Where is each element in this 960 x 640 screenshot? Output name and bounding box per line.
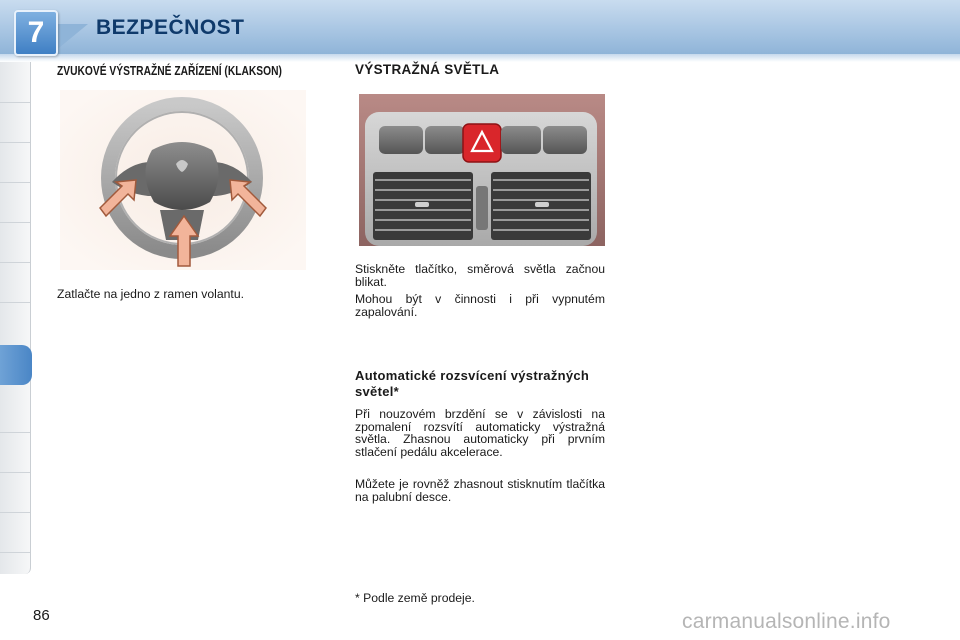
console-button-4 <box>543 126 587 154</box>
footnote: * Podle země prodeje. <box>355 591 475 605</box>
chapter-tab-1[interactable] <box>0 62 30 103</box>
hazard-paragraph-1: Stiskněte tlačítko, směrová světla začnou blikat. <box>355 262 605 289</box>
chapter-number-badge: 7 <box>14 10 58 56</box>
chapter-tab-6[interactable] <box>0 262 30 303</box>
airbag-hub <box>145 142 218 210</box>
auto-hazard-paragraph-1: Při nouzovém brzdění se v závislosti na zpomalení rozsvítí automaticky výstražná světla. Zhasnou automaticky při prvním stlačení pedálu akcelerace. <box>355 407 605 459</box>
header-fade <box>0 54 960 62</box>
hazard-paragraph-2: Mohou být v činnosti i při vypnutém zapalování. <box>355 292 605 319</box>
chapter-tab-10[interactable] <box>0 472 30 513</box>
chapter-title: BEZPEČNOST <box>96 16 245 39</box>
hazard-section-heading: VÝSTRAŽNÁ SVĚTLA <box>355 62 500 77</box>
chapter-tab-11[interactable] <box>0 512 30 553</box>
steering-wheel-image <box>60 90 306 270</box>
auto-hazard-subheading: Automatické rozsvícení výstražných světel* <box>355 368 590 399</box>
console-button-1 <box>379 126 423 154</box>
chapter-tab-4[interactable] <box>0 182 30 223</box>
horn-section-heading: ZVUKOVÉ VÝSTRAŽNÉ ZAŘÍZENÍ (KLAKSON) <box>57 64 282 78</box>
horn-caption: Zatlačte na jedno z ramen volantu. <box>57 287 244 301</box>
vent-tab-left <box>415 202 429 207</box>
hazard-panel-image <box>359 94 605 246</box>
console-button-3 <box>501 126 541 154</box>
chapter-tab-3[interactable] <box>0 142 30 183</box>
console-button-2 <box>425 126 465 154</box>
chapter-tab-5[interactable] <box>0 222 30 263</box>
chapter-tab-9[interactable] <box>0 432 30 473</box>
chapter-wedge <box>54 24 88 52</box>
chapter-tab-8[interactable] <box>0 392 30 433</box>
auto-hazard-paragraph-2: Můžete je rovněž zhasnout stisknutím tlačítka na palubní desce. <box>355 477 605 504</box>
vent-center-knob <box>476 186 488 230</box>
chapter-tab-7-active[interactable] <box>0 345 32 385</box>
chapter-tab-strip <box>0 62 31 574</box>
page-number: 86 <box>33 607 50 624</box>
vent-tab-right <box>535 202 549 207</box>
chapter-tab-2[interactable] <box>0 102 30 143</box>
watermark: carmanualsonline.info <box>682 610 891 633</box>
